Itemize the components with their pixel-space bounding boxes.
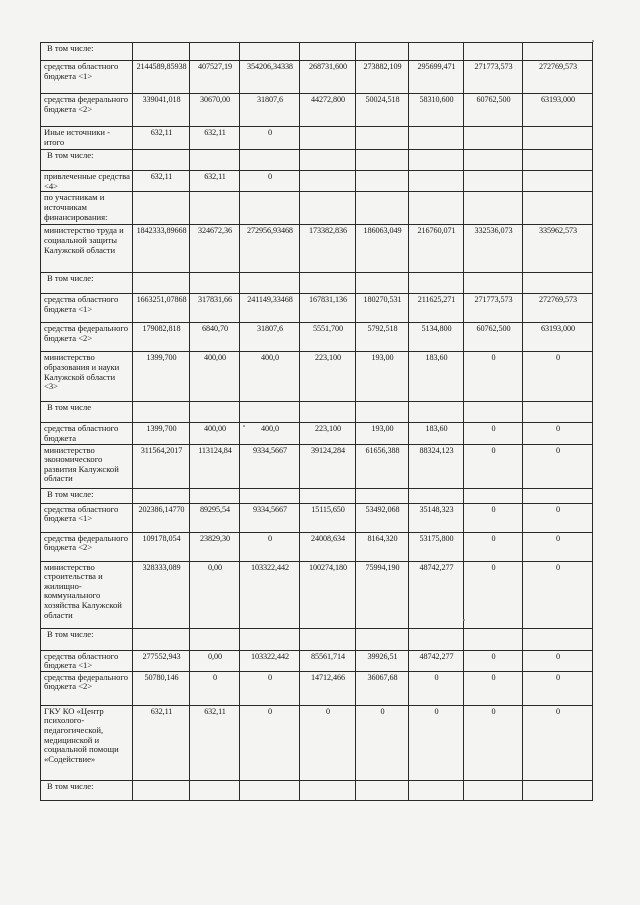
value-cell — [300, 127, 356, 150]
value-cell: 268731,600 — [300, 61, 356, 94]
value-cell — [133, 273, 190, 294]
value-cell: 632,11 — [133, 171, 190, 192]
value-cell: 109178,054 — [133, 532, 190, 561]
value-cell: 1399,700 — [133, 423, 190, 444]
value-cell: 332536,073 — [464, 225, 523, 273]
value-cell — [356, 192, 409, 225]
value-cell — [356, 488, 409, 503]
value-cell: 5792,518 — [356, 323, 409, 352]
value-cell: 216760,071 — [409, 225, 464, 273]
value-cell: 0 — [409, 671, 464, 705]
value-cell: 0 — [523, 444, 593, 488]
subheader-row — [41, 628, 593, 650]
value-cell — [300, 43, 356, 61]
table-row — [41, 352, 593, 402]
value-cell: 339041,018 — [133, 94, 190, 127]
value-cell: 0 — [523, 561, 593, 628]
subheader-row — [41, 780, 593, 800]
value-cell: 241149,33468 — [240, 294, 300, 323]
value-cell: 632,11 — [190, 705, 240, 780]
value-cell — [190, 273, 240, 294]
row-label: средства областного бюджета <1> — [41, 294, 133, 323]
value-cell — [133, 402, 190, 423]
value-cell — [133, 488, 190, 503]
value-cell: 400,00 — [190, 423, 240, 444]
value-cell: 53492,068 — [356, 503, 409, 532]
value-cell — [300, 780, 356, 800]
value-cell: 63193,000 — [523, 94, 593, 127]
value-cell: 0 — [356, 705, 409, 780]
value-cell: 272956,93468 — [240, 225, 300, 273]
value-cell: 0 — [240, 671, 300, 705]
value-cell — [464, 488, 523, 503]
scan-speck — [592, 40, 594, 42]
value-cell: 35148,323 — [409, 503, 464, 532]
row-label: средства федерального бюджета <2> — [41, 323, 133, 352]
value-cell: 0 — [523, 532, 593, 561]
value-cell: 88324,123 — [409, 444, 464, 488]
value-cell: 1842333,89668 — [133, 225, 190, 273]
value-cell — [300, 192, 356, 225]
value-cell: 335962,573 — [523, 225, 593, 273]
value-cell — [240, 43, 300, 61]
value-cell: 0 — [409, 705, 464, 780]
value-cell — [523, 43, 593, 61]
value-cell — [300, 273, 356, 294]
value-cell — [190, 402, 240, 423]
value-cell: 211625,271 — [409, 294, 464, 323]
value-cell: 632,11 — [190, 127, 240, 150]
value-cell: 180270,531 — [356, 294, 409, 323]
value-cell: 75994,190 — [356, 561, 409, 628]
value-cell — [464, 192, 523, 225]
value-cell: 0 — [523, 705, 593, 780]
value-cell — [190, 192, 240, 225]
value-cell — [409, 402, 464, 423]
row-label: министерство экономического развития Калужской области — [41, 444, 133, 488]
table-row — [41, 561, 593, 628]
scan-speck — [463, 619, 465, 621]
value-cell — [133, 150, 190, 171]
value-cell: 6840,70 — [190, 323, 240, 352]
value-cell: 0 — [523, 352, 593, 402]
subheader-row — [41, 43, 593, 61]
subheader-row — [41, 488, 593, 503]
value-cell: 632,11 — [133, 127, 190, 150]
value-cell: 0 — [240, 127, 300, 150]
value-cell: 0 — [464, 423, 523, 444]
value-cell — [300, 628, 356, 650]
value-cell — [356, 43, 409, 61]
value-cell — [240, 150, 300, 171]
value-cell: 50780,146 — [133, 671, 190, 705]
value-cell — [409, 488, 464, 503]
value-cell: 223,100 — [300, 423, 356, 444]
value-cell: 0 — [523, 671, 593, 705]
value-cell: 1399,700 — [133, 352, 190, 402]
value-cell: 400,0 — [240, 352, 300, 402]
value-cell: 183,60 — [409, 423, 464, 444]
row-label: средства областного бюджета <1> — [41, 503, 133, 532]
value-cell — [190, 780, 240, 800]
value-cell: 324672,36 — [190, 225, 240, 273]
table-row — [41, 444, 593, 488]
value-cell: 400,00 — [190, 352, 240, 402]
subheader-row — [41, 273, 593, 294]
value-cell: 0 — [464, 503, 523, 532]
value-cell: 354206,34338 — [240, 61, 300, 94]
row-label: В том числе: — [41, 273, 133, 294]
value-cell: 0,00 — [190, 561, 240, 628]
value-cell — [409, 192, 464, 225]
value-cell — [523, 628, 593, 650]
value-cell: 39926,51 — [356, 650, 409, 671]
value-cell: 0 — [464, 705, 523, 780]
value-cell: 407527,19 — [190, 61, 240, 94]
row-label: средства федерального бюджета <2> — [41, 532, 133, 561]
value-cell — [523, 402, 593, 423]
value-cell — [300, 150, 356, 171]
value-cell — [523, 150, 593, 171]
value-cell: 31807,6 — [240, 323, 300, 352]
value-cell: 23829,30 — [190, 532, 240, 561]
row-label: по участникам и источникам финансирования: — [41, 192, 133, 225]
value-cell: 0 — [240, 532, 300, 561]
value-cell: 103322,442 — [240, 561, 300, 628]
row-label: В том числе: — [41, 43, 133, 61]
value-cell — [409, 150, 464, 171]
value-cell: 0 — [240, 705, 300, 780]
value-cell: 48742,277 — [409, 650, 464, 671]
value-cell: 273882,109 — [356, 61, 409, 94]
row-label: Иные источники - итого — [41, 127, 133, 150]
value-cell — [356, 171, 409, 192]
value-cell — [300, 488, 356, 503]
value-cell — [523, 171, 593, 192]
table-row — [41, 503, 593, 532]
value-cell: 58310,600 — [409, 94, 464, 127]
row-label: средства областного бюджета — [41, 423, 133, 444]
value-cell: 8164,320 — [356, 532, 409, 561]
value-cell: 193,00 — [356, 352, 409, 402]
value-cell: 0 — [523, 423, 593, 444]
value-cell — [409, 43, 464, 61]
value-cell — [464, 43, 523, 61]
value-cell: 0 — [464, 352, 523, 402]
value-cell — [356, 150, 409, 171]
value-cell — [133, 628, 190, 650]
value-cell — [409, 628, 464, 650]
value-cell: 39124,284 — [300, 444, 356, 488]
value-cell — [523, 273, 593, 294]
table-row — [41, 671, 593, 705]
value-cell — [240, 488, 300, 503]
value-cell — [409, 780, 464, 800]
table-row — [41, 323, 593, 352]
value-cell — [409, 171, 464, 192]
value-cell: 0 — [523, 650, 593, 671]
value-cell: 173382,836 — [300, 225, 356, 273]
row-label: привлеченные средства <4> — [41, 171, 133, 192]
value-cell — [300, 402, 356, 423]
value-cell: 632,11 — [133, 705, 190, 780]
value-cell: 632,11 — [190, 171, 240, 192]
value-cell — [190, 628, 240, 650]
value-cell — [133, 780, 190, 800]
value-cell: 183,60 — [409, 352, 464, 402]
table-row — [41, 423, 593, 444]
value-cell: 9334,5667 — [240, 503, 300, 532]
value-cell: 400,0 — [240, 423, 300, 444]
value-cell — [133, 43, 190, 61]
row-label: министерство образования и науки Калужской области <3> — [41, 352, 133, 402]
value-cell — [409, 273, 464, 294]
value-cell: 5551,700 — [300, 323, 356, 352]
table-row — [41, 127, 593, 150]
value-cell — [409, 127, 464, 150]
value-cell: 24008,634 — [300, 532, 356, 561]
value-cell — [240, 402, 300, 423]
value-cell: 0 — [464, 532, 523, 561]
value-cell — [523, 488, 593, 503]
value-cell: 30670,00 — [190, 94, 240, 127]
value-cell: 53175,800 — [409, 532, 464, 561]
table-body — [41, 43, 593, 801]
value-cell: 272769,573 — [523, 294, 593, 323]
value-cell — [133, 192, 190, 225]
value-cell: 0 — [464, 671, 523, 705]
value-cell: 0 — [464, 444, 523, 488]
table-row — [41, 171, 593, 192]
value-cell — [240, 780, 300, 800]
table-row — [41, 705, 593, 780]
value-cell: 311564,2017 — [133, 444, 190, 488]
value-cell: 328333,089 — [133, 561, 190, 628]
value-cell — [356, 273, 409, 294]
value-cell: 0 — [190, 671, 240, 705]
value-cell — [523, 192, 593, 225]
table-row — [41, 94, 593, 127]
table-row — [41, 61, 593, 94]
value-cell: 272769,573 — [523, 61, 593, 94]
row-label: министерство строительства и жилищно-коммунального хозяйства Калужской области — [41, 561, 133, 628]
value-cell: 63193,000 — [523, 323, 593, 352]
value-cell — [464, 150, 523, 171]
value-cell — [464, 628, 523, 650]
value-cell — [190, 43, 240, 61]
value-cell: 186063,049 — [356, 225, 409, 273]
value-cell — [300, 171, 356, 192]
value-cell: 89295,54 — [190, 503, 240, 532]
subheader-row — [41, 402, 593, 423]
value-cell: 0,00 — [190, 650, 240, 671]
value-cell: 223,100 — [300, 352, 356, 402]
value-cell — [464, 402, 523, 423]
value-cell — [240, 192, 300, 225]
value-cell: 113124,84 — [190, 444, 240, 488]
value-cell — [464, 273, 523, 294]
table-row — [41, 294, 593, 323]
row-label: средства областного бюджета <1> — [41, 650, 133, 671]
value-cell: 202386,14770 — [133, 503, 190, 532]
row-label: В том числе: — [41, 628, 133, 650]
value-cell: 0 — [464, 561, 523, 628]
value-cell — [464, 127, 523, 150]
value-cell: 36067,68 — [356, 671, 409, 705]
value-cell: 0 — [300, 705, 356, 780]
value-cell: 44272,800 — [300, 94, 356, 127]
value-cell: 295699,471 — [409, 61, 464, 94]
value-cell: 14712,466 — [300, 671, 356, 705]
value-cell: 167831,136 — [300, 294, 356, 323]
row-label: министерство труда и социальной защиты Калужской области — [41, 225, 133, 273]
value-cell: 60762,500 — [464, 323, 523, 352]
value-cell: 85561,714 — [300, 650, 356, 671]
value-cell: 277552,943 — [133, 650, 190, 671]
table-row — [41, 225, 593, 273]
value-cell — [190, 488, 240, 503]
value-cell: 61656,388 — [356, 444, 409, 488]
value-cell — [464, 780, 523, 800]
value-cell: 271773,573 — [464, 294, 523, 323]
value-cell — [523, 127, 593, 150]
value-cell: 60762,500 — [464, 94, 523, 127]
value-cell: 179082,818 — [133, 323, 190, 352]
row-label: средства областного бюджета <1> — [41, 61, 133, 94]
row-label: ГКУ КО «Центр психолого-педагогической, медицинской и социальной помощи «Содействие» — [41, 705, 133, 780]
value-cell: 271773,573 — [464, 61, 523, 94]
value-cell: 5134,800 — [409, 323, 464, 352]
row-label: средства федерального бюджета <2> — [41, 94, 133, 127]
value-cell: 31807,6 — [240, 94, 300, 127]
value-cell: 48742,277 — [409, 561, 464, 628]
row-label: В том числе — [41, 402, 133, 423]
subheader-row — [41, 150, 593, 171]
value-cell: 0 — [240, 171, 300, 192]
value-cell — [356, 402, 409, 423]
value-cell — [356, 628, 409, 650]
scan-speck — [243, 425, 245, 427]
value-cell: 0 — [464, 650, 523, 671]
value-cell: 0 — [523, 503, 593, 532]
value-cell: 103322,442 — [240, 650, 300, 671]
value-cell — [240, 273, 300, 294]
value-cell — [356, 780, 409, 800]
value-cell: 50024,518 — [356, 94, 409, 127]
value-cell: 100274,180 — [300, 561, 356, 628]
value-cell: 317831,66 — [190, 294, 240, 323]
row-label: В том числе: — [41, 150, 133, 171]
value-cell: 9334,5667 — [240, 444, 300, 488]
row-label: средства федерального бюджета <2> — [41, 671, 133, 705]
value-cell — [190, 150, 240, 171]
value-cell — [240, 628, 300, 650]
value-cell: 15115,650 — [300, 503, 356, 532]
value-cell: 1663251,07868 — [133, 294, 190, 323]
value-cell: 193,00 — [356, 423, 409, 444]
value-cell — [356, 127, 409, 150]
table-row — [41, 650, 593, 671]
budget-table — [40, 42, 593, 801]
row-label: В том числе: — [41, 488, 133, 503]
value-cell — [464, 171, 523, 192]
value-cell — [523, 780, 593, 800]
value-cell: 2144589,85938 — [133, 61, 190, 94]
table-row — [41, 532, 593, 561]
row-label: В том числе: — [41, 780, 133, 800]
table-row — [41, 192, 593, 225]
